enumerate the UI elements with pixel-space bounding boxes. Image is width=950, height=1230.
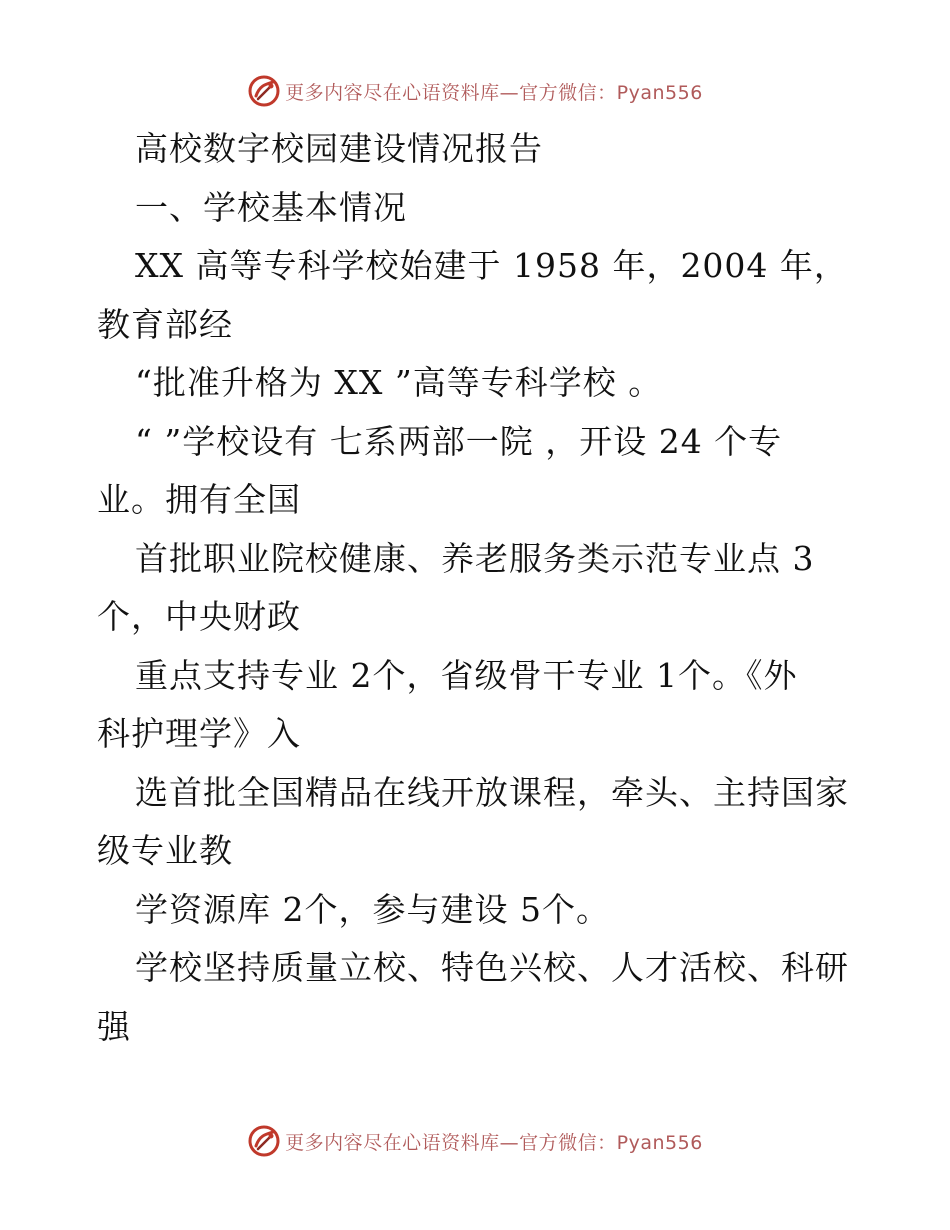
document-text-line: 级专业教	[97, 831, 233, 870]
brand-logo-icon	[247, 74, 281, 108]
document-body	[97, 120, 857, 1056]
document-text-line: 学资源库 2个，参与建设 5个。	[135, 889, 610, 929]
footer-watermark-banner	[0, 1121, 950, 1161]
brand-logo-icon	[247, 1124, 281, 1158]
document-text-line: 科护理学》入	[97, 714, 301, 753]
document-text-line: 教育部经	[97, 304, 233, 344]
document-text-line: 业。拥有全国	[97, 480, 301, 519]
document-text-line: 一、学校基本情况	[135, 187, 407, 227]
document-title: 高校数字校园建设情况报告	[135, 129, 543, 168]
document-text-line: 首批职业院校健康、养老服务类示范专业点 3	[135, 538, 815, 578]
document-text-line: 选首批全国精品在线开放课程，牵头、主持国家	[135, 772, 849, 812]
footer-watermark-text: 更多内容尽在心语资料库—官方微信：Pyan556	[285, 1131, 703, 1154]
document-text-line: 强	[97, 1006, 131, 1046]
header-watermark-banner	[0, 71, 950, 111]
document-text-line: 重点支持专业 2个，省级骨干专业 1个。《外	[135, 655, 798, 695]
document-text-line: XX 高等专科学校始建于 1958 年，2004 年，	[135, 246, 848, 285]
document-text-line: “ ”学校设有 七系两部一院 ，开设 24 个专	[135, 421, 783, 461]
document-text-line: 学校坚持质量立校、特色兴校、人才活校、科研	[135, 948, 849, 987]
document-text-line: “批准升格为 XX ”高等专科学校 。	[135, 363, 663, 402]
header-watermark-text: 更多内容尽在心语资料库—官方微信：Pyan556	[285, 81, 703, 104]
document-text-line: 个，中央财政	[97, 597, 301, 636]
